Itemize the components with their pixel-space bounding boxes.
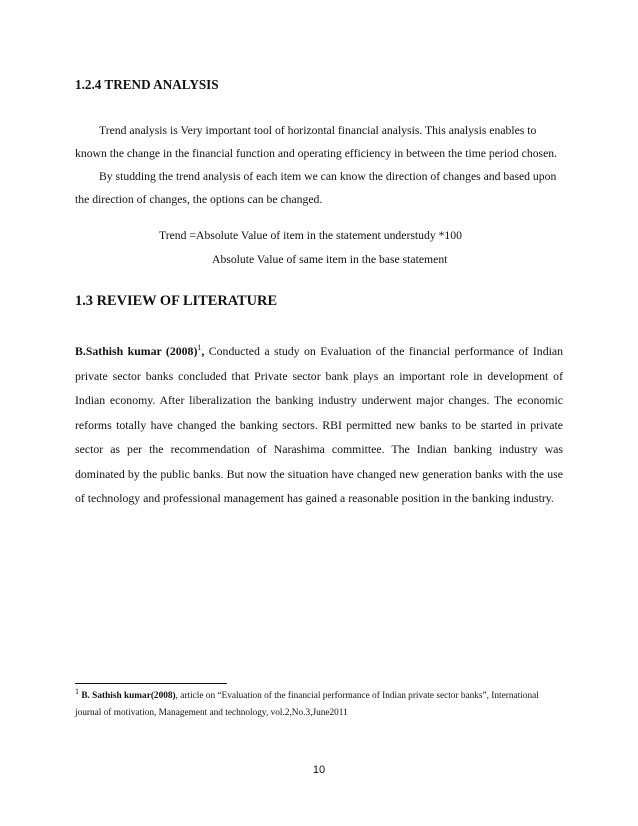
review-text: Conducted a study on Evaluation of the financial performance of Indian private sector banks concluded that Private sector bank plays an important role in development of Indian economy. After liberalization the banking industry underwent major changes. The economic reforms totally have changed the banking sectors. RBI permitted new banks to be started in private sector as per the recommendation of Narashima committee. The Indian banking industry was dominated by the public banks. But now the situation have changed new generation banks with the use of technology and professional management has gained a reasonable position in the banking industry. [75, 344, 563, 505]
trend-formula-numerator: Trend =Absolute Value of item in the statement understudy *100 [159, 229, 462, 242]
footnote-author: B. Sathish kumar(2008) [81, 691, 176, 701]
trend-paragraph-1: Trend analysis is Very important tool of horizontal financial analysis. This analysis enables to known the change in the financial function and operating efficiency in between the time period chosen. [75, 124, 558, 160]
literature-review-body [75, 339, 563, 511]
trend-analysis-body [75, 119, 563, 211]
footnote [75, 688, 565, 722]
section-heading-review-of-literature: 1.3 REVIEW OF LITERATURE [75, 293, 278, 309]
trend-paragraph-2: By studding the trend analysis of each item we can know the direction of changes and based upon the direction of changes, the options can be changed. [75, 170, 557, 206]
footnote-reference[interactable]: 1 [197, 343, 202, 353]
footnote-divider [75, 683, 227, 684]
review-paragraph [75, 339, 563, 511]
page-number: 10 [312, 764, 326, 776]
footnote-text: , article on “Evaluation of the financial performance of Indian private sector banks”, International journal of motivation, Management and technology, vol.2,No.3,June2011 [75, 691, 539, 718]
section-heading-trend-analysis: 1.2.4 TREND ANALYSIS [75, 77, 219, 92]
review-author: B.Sathish kumar (2008) [75, 344, 198, 358]
trend-formula-denominator: Absolute Value of same item in the base statement [212, 253, 448, 266]
review-lead-punctuation: , [201, 344, 209, 358]
footnote-marker: 1 [75, 686, 79, 696]
